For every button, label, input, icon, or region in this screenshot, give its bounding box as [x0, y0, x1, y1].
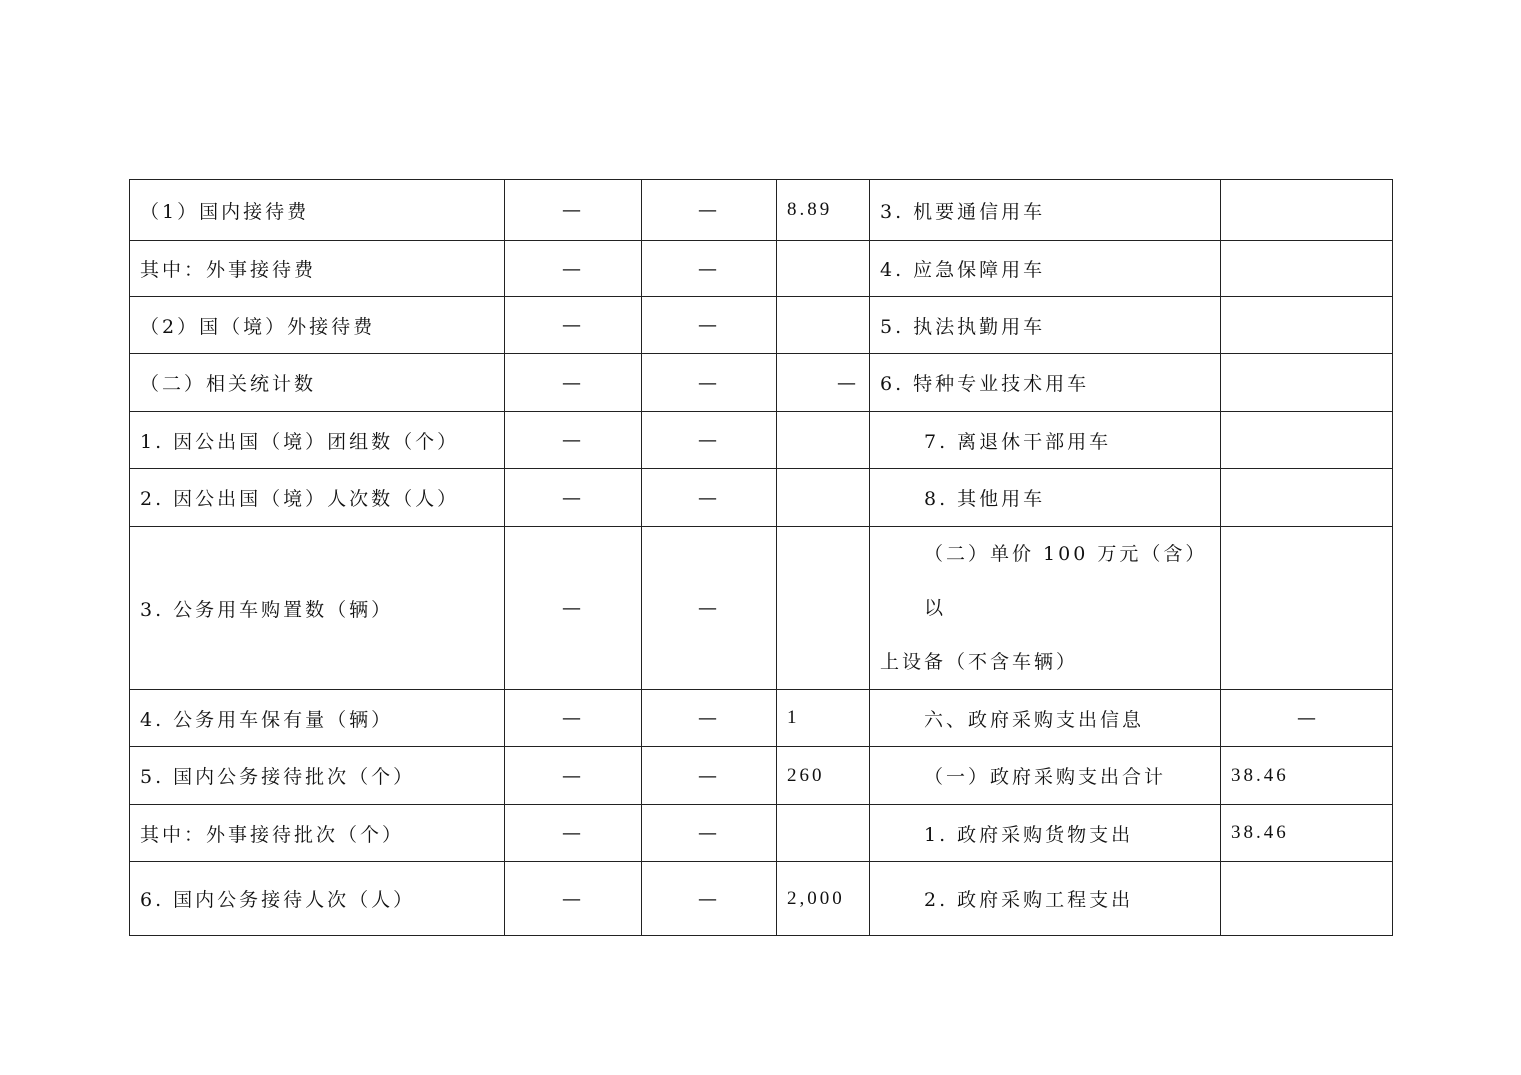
item-label: 六、政府采购支出信息: [870, 690, 1221, 747]
value-cell: —: [505, 862, 642, 936]
item-value: [1221, 412, 1393, 469]
value-cell: —: [505, 354, 642, 412]
item-value: —: [1221, 690, 1393, 747]
item-label: 3. 机要通信用车: [870, 180, 1221, 241]
value-cell: —: [642, 747, 777, 805]
value-cell: —: [505, 747, 642, 805]
item-label: 6. 特种专业技术用车: [870, 354, 1221, 412]
table-row: [130, 805, 1393, 862]
table-row: [130, 862, 1393, 936]
value-cell: —: [505, 527, 642, 690]
value-cell: —: [642, 527, 777, 690]
value-cell: [777, 527, 870, 690]
row-label: 其中：外事接待费: [130, 241, 505, 297]
item-value: 38.46: [1221, 805, 1393, 862]
value-cell: —: [642, 690, 777, 747]
item-value: [1221, 469, 1393, 527]
value-cell: —: [642, 805, 777, 862]
value-cell: —: [505, 241, 642, 297]
statistics-table: [129, 179, 1393, 936]
row-label: 5. 国内公务接待批次（个）: [130, 747, 505, 805]
item-value: 38.46: [1221, 747, 1393, 805]
value-cell: —: [642, 412, 777, 469]
row-label: 4. 公务用车保有量（辆）: [130, 690, 505, 747]
row-label: 3. 公务用车购置数（辆）: [130, 527, 505, 690]
row-label: （2）国（境）外接待费: [130, 297, 505, 354]
value-cell: [777, 469, 870, 527]
item-value: [1221, 862, 1393, 936]
value-cell: —: [505, 805, 642, 862]
value-cell: [777, 412, 870, 469]
row-label: 其中：外事接待批次（个）: [130, 805, 505, 862]
item-label: 1. 政府采购货物支出: [870, 805, 1221, 862]
item-label: [870, 527, 1221, 690]
value-cell: 1: [777, 690, 870, 747]
table-row: [130, 297, 1393, 354]
value-cell: 8.89: [777, 180, 870, 241]
value-cell: —: [505, 469, 642, 527]
item-label: 4. 应急保障用车: [870, 241, 1221, 297]
item-label-line2: 上设备（不含车辆）: [880, 651, 1079, 673]
value-cell: —: [642, 241, 777, 297]
item-value: [1221, 354, 1393, 412]
value-cell: —: [642, 354, 777, 412]
value-cell: —: [505, 690, 642, 747]
row-label: 2. 因公出国（境）人次数（人）: [130, 469, 505, 527]
table-row: [130, 469, 1393, 527]
item-label: 2. 政府采购工程支出: [870, 862, 1221, 936]
table-row: [130, 180, 1393, 241]
value-cell: —: [642, 297, 777, 354]
value-cell: 2,000: [777, 862, 870, 936]
value-cell: —: [777, 354, 870, 412]
item-value: [1221, 297, 1393, 354]
value-cell: —: [642, 180, 777, 241]
item-label-line1: （二）单价 100 万元（含）以: [924, 543, 1208, 619]
item-label: 5. 执法执勤用车: [870, 297, 1221, 354]
table-row: [130, 354, 1393, 412]
value-cell: [777, 297, 870, 354]
value-cell: [777, 805, 870, 862]
value-cell: 260: [777, 747, 870, 805]
value-cell: —: [642, 469, 777, 527]
table-row: [130, 412, 1393, 469]
value-cell: —: [505, 297, 642, 354]
row-label: （二）相关统计数: [130, 354, 505, 412]
table-row: [130, 241, 1393, 297]
row-label: 6. 国内公务接待人次（人）: [130, 862, 505, 936]
item-value: [1221, 241, 1393, 297]
value-cell: [777, 241, 870, 297]
table-row: [130, 690, 1393, 747]
item-value: [1221, 527, 1393, 690]
item-label: 7. 离退休干部用车: [870, 412, 1221, 469]
row-label: （1）国内接待费: [130, 180, 505, 241]
item-value: [1221, 180, 1393, 241]
value-cell: —: [642, 862, 777, 936]
item-label: 8. 其他用车: [870, 469, 1221, 527]
item-label: （一）政府采购支出合计: [870, 747, 1221, 805]
table-row: [130, 747, 1393, 805]
value-cell: —: [505, 180, 642, 241]
row-label: 1. 因公出国（境）团组数（个）: [130, 412, 505, 469]
table-row: [130, 527, 1393, 690]
value-cell: —: [505, 412, 642, 469]
